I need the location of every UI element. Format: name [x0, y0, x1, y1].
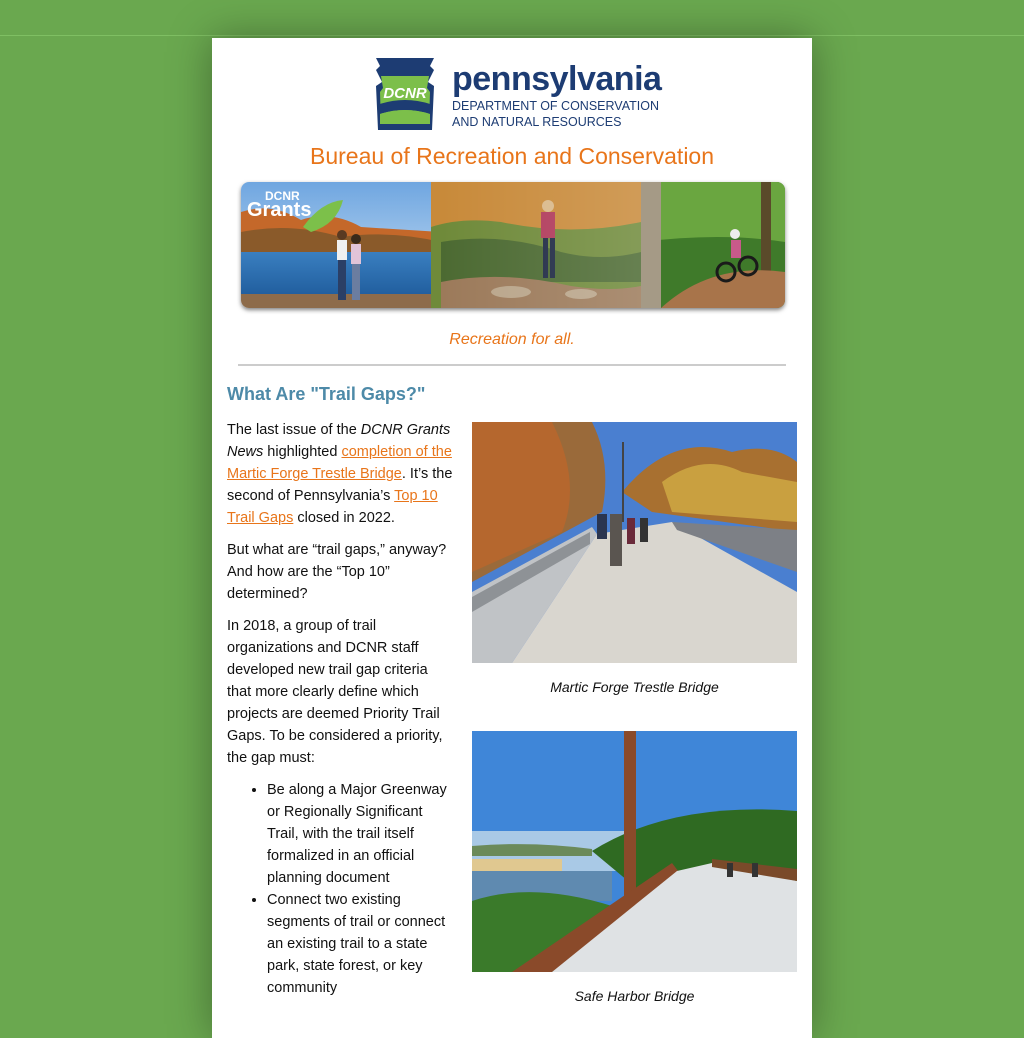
keystone-logo-icon [372, 58, 438, 130]
article-title: What Are "Trail Gaps?" [227, 384, 426, 404]
logo-title: pennsylvania [452, 60, 662, 98]
top-10-trail-gaps-link[interactable]: Top 10 Trail Gaps [227, 488, 438, 526]
divider [238, 364, 786, 366]
logo-subtitle-line1: DEPARTMENT OF CONSERVATION [452, 99, 659, 113]
p1-text-c: . It’s the second of Pennsylvania’s [227, 466, 453, 504]
tagline: Recreation for all. [449, 331, 575, 348]
logo-wordmark [452, 60, 661, 130]
p1-text-d: closed in 2022. [293, 510, 395, 526]
newsletter-card [212, 38, 812, 1038]
criteria-list [227, 779, 455, 999]
paragraph-2: But what are “trail gaps,” anyway? And how are the “Top 10” determined? [227, 542, 447, 602]
list-item: • Be along a Major Greenway or Regionally Significant Trail, with the trail itself formalized in an official planning document [267, 779, 455, 889]
paragraph-3: In 2018, a group of trail organizations and DCNR staff developed new trail gap criteria that more clearly define which projects are deemed Priority Trail Gaps. To be considered a priority, the gap must: [227, 618, 443, 766]
photo-caption: Martic Forge Trestle Bridge [550, 679, 719, 695]
dcnr-logo[interactable] [372, 58, 662, 133]
logo-subtitle-line2: AND NATURAL RESOURCES [452, 115, 622, 129]
p1-text-b: highlighted [263, 444, 342, 460]
p1-emphasis: DCNR Grants News [227, 422, 451, 460]
article-body [227, 419, 455, 999]
safe-harbor-photo [472, 731, 797, 972]
logo-badge-text: DCNR [383, 85, 427, 102]
bureau-title: Bureau of Recreation and Conservation [309, 143, 715, 169]
martic-forge-photo [472, 422, 797, 663]
grants-banner-image [241, 182, 785, 308]
list-item: • Connect two existing segments of trail or connect an existing trail to a state park, state forest, or key community [267, 889, 455, 999]
banner-badge-large: Grants [247, 199, 312, 221]
photo-caption: Safe Harbor Bridge [574, 988, 695, 1004]
top-border-line [0, 35, 1024, 36]
paragraph-1 [227, 419, 455, 529]
martic-forge-link[interactable]: completion of the Martic Forge Trestle Bridge [227, 444, 452, 482]
banner-badge-small: DCNR [265, 189, 300, 203]
p1-text-a: The last issue of the [227, 422, 361, 438]
